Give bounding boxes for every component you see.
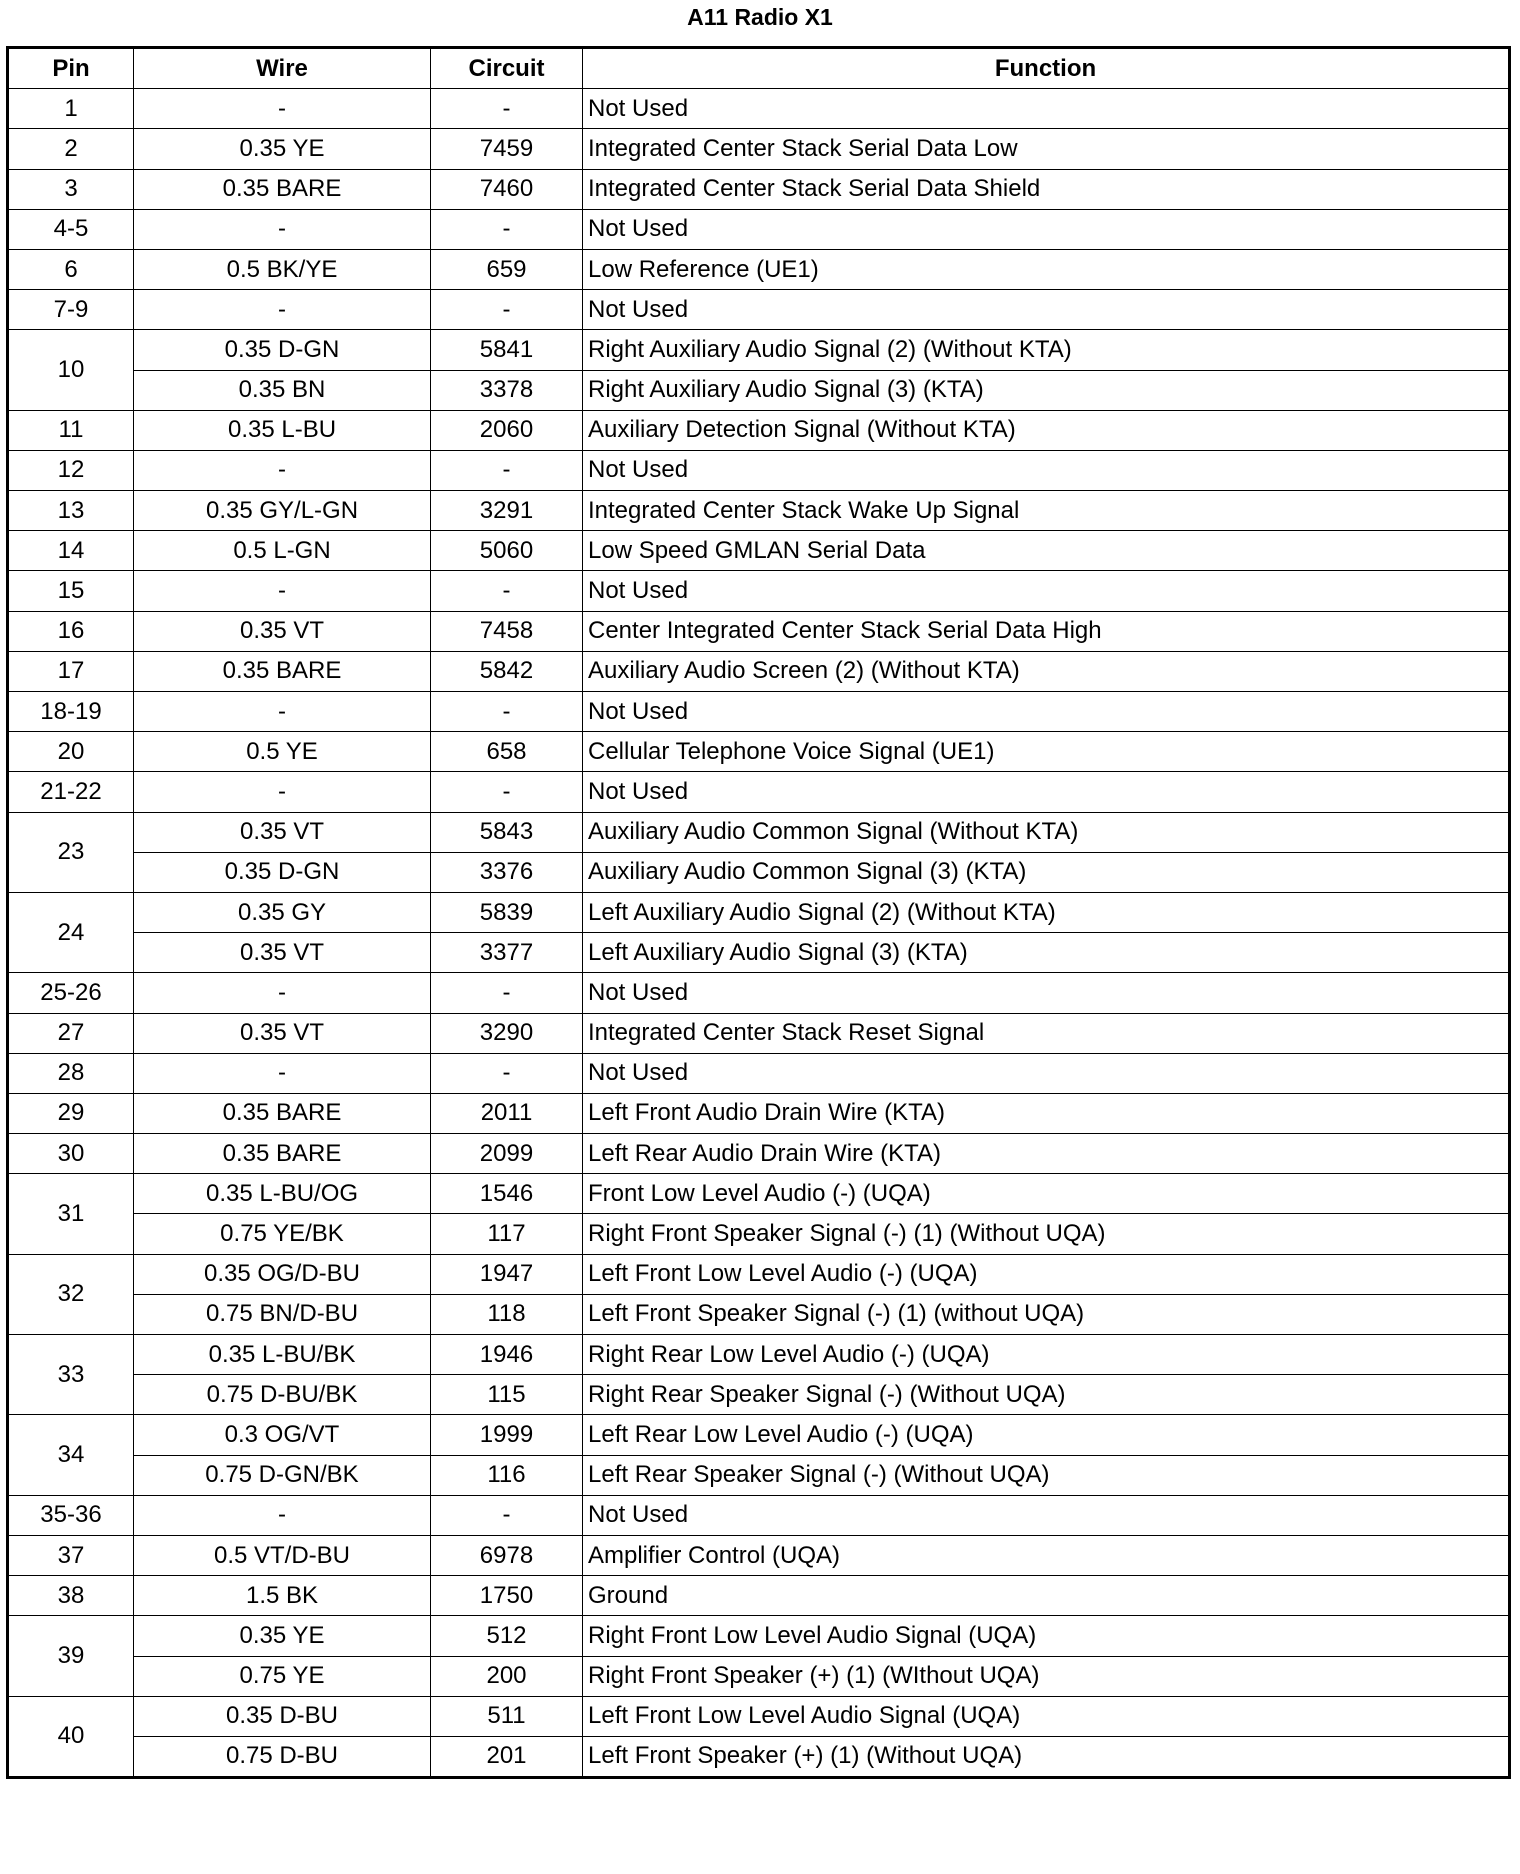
- table-row: [8, 1495, 1510, 1535]
- table-row: [8, 973, 1510, 1013]
- column-header-function: Function: [583, 48, 1510, 89]
- function-cell: Not Used: [583, 973, 1510, 1013]
- wire-cell: 0.75 YE/BK: [134, 1214, 431, 1254]
- function-cell: Right Rear Speaker Signal (-) (Without UQA): [583, 1375, 1510, 1415]
- circuit-cell: 1750: [431, 1576, 583, 1616]
- wire-cell: 0.35 YE: [134, 1616, 431, 1656]
- function-cell: Right Rear Low Level Audio (-) (UQA): [583, 1335, 1510, 1375]
- circuit-cell: 3378: [431, 370, 583, 410]
- circuit-cell: 2011: [431, 1093, 583, 1133]
- function-cell: Left Auxiliary Audio Signal (2) (Without KTA): [583, 892, 1510, 932]
- table-row: [8, 1093, 1510, 1133]
- function-cell: Left Rear Audio Drain Wire (KTA): [583, 1134, 1510, 1174]
- pin-cell: 21-22: [8, 772, 134, 812]
- table-row: [8, 852, 1510, 892]
- circuit-cell: -: [431, 290, 583, 330]
- table-row: [8, 290, 1510, 330]
- circuit-cell: 3376: [431, 852, 583, 892]
- wire-cell: -: [134, 973, 431, 1013]
- table-row: [8, 692, 1510, 732]
- function-cell: Left Rear Low Level Audio (-) (UQA): [583, 1415, 1510, 1455]
- table-row: [8, 812, 1510, 852]
- wire-cell: -: [134, 89, 431, 129]
- wire-cell: 0.35 VT: [134, 1013, 431, 1053]
- table-row: [8, 571, 1510, 611]
- table-row: [8, 1254, 1510, 1294]
- pin-cell: 13: [8, 491, 134, 531]
- wire-cell: 0.75 BN/D-BU: [134, 1294, 431, 1334]
- function-cell: Center Integrated Center Stack Serial Data High: [583, 611, 1510, 651]
- function-cell: Left Front Speaker (+) (1) (Without UQA): [583, 1736, 1510, 1777]
- function-cell: Integrated Center Stack Serial Data Low: [583, 129, 1510, 169]
- table-row: [8, 933, 1510, 973]
- table-row: [8, 1535, 1510, 1575]
- circuit-cell: 6978: [431, 1535, 583, 1575]
- pin-cell: 6: [8, 249, 134, 289]
- function-cell: Left Front Audio Drain Wire (KTA): [583, 1093, 1510, 1133]
- wire-cell: -: [134, 772, 431, 812]
- table-row: [8, 450, 1510, 490]
- circuit-cell: 2060: [431, 410, 583, 450]
- function-cell: Not Used: [583, 209, 1510, 249]
- circuit-cell: -: [431, 1053, 583, 1093]
- function-cell: Not Used: [583, 772, 1510, 812]
- pin-cell: 35-36: [8, 1495, 134, 1535]
- circuit-cell: 3290: [431, 1013, 583, 1053]
- wire-cell: 0.35 BARE: [134, 651, 431, 691]
- table-row: [8, 1375, 1510, 1415]
- table-row: [8, 1576, 1510, 1616]
- wire-cell: 0.35 BARE: [134, 1093, 431, 1133]
- table-row: [8, 1294, 1510, 1334]
- wire-cell: -: [134, 1495, 431, 1535]
- function-cell: Integrated Center Stack Serial Data Shield: [583, 169, 1510, 209]
- wire-cell: 0.35 L-BU: [134, 410, 431, 450]
- circuit-cell: 1999: [431, 1415, 583, 1455]
- table-row: [8, 651, 1510, 691]
- wire-cell: 0.35 L-BU/BK: [134, 1335, 431, 1375]
- wire-cell: 0.3 OG/VT: [134, 1415, 431, 1455]
- circuit-cell: -: [431, 692, 583, 732]
- table-row: [8, 129, 1510, 169]
- function-cell: Amplifier Control (UQA): [583, 1535, 1510, 1575]
- table-row: [8, 772, 1510, 812]
- wire-cell: 0.5 YE: [134, 732, 431, 772]
- pin-cell: 7-9: [8, 290, 134, 330]
- pin-cell: 34: [8, 1415, 134, 1495]
- table-row: [8, 892, 1510, 932]
- function-cell: Left Front Low Level Audio Signal (UQA): [583, 1696, 1510, 1736]
- function-cell: Front Low Level Audio (-) (UQA): [583, 1174, 1510, 1214]
- function-cell: Auxiliary Detection Signal (Without KTA): [583, 410, 1510, 450]
- table-row: [8, 1174, 1510, 1214]
- table-row: [8, 89, 1510, 129]
- pin-cell: 1: [8, 89, 134, 129]
- function-cell: Not Used: [583, 692, 1510, 732]
- function-cell: Left Auxiliary Audio Signal (3) (KTA): [583, 933, 1510, 973]
- header-row: [8, 48, 1510, 89]
- circuit-cell: -: [431, 571, 583, 611]
- circuit-cell: -: [431, 973, 583, 1013]
- wire-cell: 0.75 D-GN/BK: [134, 1455, 431, 1495]
- pin-cell: 25-26: [8, 973, 134, 1013]
- wire-cell: -: [134, 290, 431, 330]
- column-header-wire: Wire: [134, 48, 431, 89]
- table-row: [8, 732, 1510, 772]
- pin-cell: 31: [8, 1174, 134, 1254]
- table-row: [8, 410, 1510, 450]
- table-row: [8, 169, 1510, 209]
- pinout-table-body: [8, 89, 1510, 1778]
- pin-cell: 39: [8, 1616, 134, 1696]
- wire-cell: -: [134, 209, 431, 249]
- function-cell: Low Speed GMLAN Serial Data: [583, 531, 1510, 571]
- circuit-cell: 201: [431, 1736, 583, 1777]
- function-cell: Integrated Center Stack Wake Up Signal: [583, 491, 1510, 531]
- table-row: [8, 1415, 1510, 1455]
- circuit-cell: 5841: [431, 330, 583, 370]
- table-row: [8, 1053, 1510, 1093]
- pin-cell: 16: [8, 611, 134, 651]
- document-title: A11 Radio X1: [687, 4, 833, 30]
- circuit-cell: 115: [431, 1375, 583, 1415]
- table-row: [8, 611, 1510, 651]
- wire-cell: 0.35 YE: [134, 129, 431, 169]
- function-cell: Integrated Center Stack Reset Signal: [583, 1013, 1510, 1053]
- function-cell: Auxiliary Audio Common Signal (3) (KTA): [583, 852, 1510, 892]
- wire-cell: 0.35 D-GN: [134, 330, 431, 370]
- table-row: [8, 491, 1510, 531]
- column-header-circuit: Circuit: [431, 48, 583, 89]
- wire-cell: 0.35 GY: [134, 892, 431, 932]
- pin-cell: 38: [8, 1576, 134, 1616]
- circuit-cell: -: [431, 89, 583, 129]
- pin-cell: 15: [8, 571, 134, 611]
- pin-cell: 30: [8, 1134, 134, 1174]
- circuit-cell: 5842: [431, 651, 583, 691]
- circuit-cell: 3291: [431, 491, 583, 531]
- table-row: [8, 1656, 1510, 1696]
- circuit-cell: 118: [431, 1294, 583, 1334]
- function-cell: Left Front Speaker Signal (-) (1) (without UQA): [583, 1294, 1510, 1334]
- wire-cell: 0.35 D-GN: [134, 852, 431, 892]
- table-row: [8, 209, 1510, 249]
- wire-cell: 0.75 D-BU/BK: [134, 1375, 431, 1415]
- circuit-cell: 7460: [431, 169, 583, 209]
- function-cell: Auxiliary Audio Screen (2) (Without KTA): [583, 651, 1510, 691]
- pin-cell: 32: [8, 1254, 134, 1334]
- circuit-cell: -: [431, 772, 583, 812]
- circuit-cell: 7458: [431, 611, 583, 651]
- circuit-cell: 5839: [431, 892, 583, 932]
- wire-cell: -: [134, 1053, 431, 1093]
- table-row: [8, 1013, 1510, 1053]
- connector-pinout-table: [6, 46, 1511, 1779]
- pin-cell: 12: [8, 450, 134, 490]
- table-row: [8, 1214, 1510, 1254]
- pin-cell: 37: [8, 1535, 134, 1575]
- circuit-cell: 5843: [431, 812, 583, 852]
- table-row: [8, 249, 1510, 289]
- circuit-cell: 512: [431, 1616, 583, 1656]
- pin-cell: 4-5: [8, 209, 134, 249]
- pin-cell: 11: [8, 410, 134, 450]
- function-cell: Left Front Low Level Audio (-) (UQA): [583, 1254, 1510, 1294]
- wire-cell: 0.5 BK/YE: [134, 249, 431, 289]
- wire-cell: 1.5 BK: [134, 1576, 431, 1616]
- pin-cell: 33: [8, 1335, 134, 1415]
- pin-cell: 24: [8, 892, 134, 972]
- circuit-cell: 116: [431, 1455, 583, 1495]
- pin-cell: 28: [8, 1053, 134, 1093]
- table-row: [8, 1455, 1510, 1495]
- circuit-cell: 7459: [431, 129, 583, 169]
- function-cell: Left Rear Speaker Signal (-) (Without UQA): [583, 1455, 1510, 1495]
- function-cell: Not Used: [583, 290, 1510, 330]
- table-row: [8, 531, 1510, 571]
- table-row: [8, 330, 1510, 370]
- wire-cell: 0.35 OG/D-BU: [134, 1254, 431, 1294]
- wire-cell: 0.35 VT: [134, 611, 431, 651]
- table-row: [8, 1335, 1510, 1375]
- table-row: [8, 1696, 1510, 1736]
- wire-cell: 0.35 BN: [134, 370, 431, 410]
- circuit-cell: -: [431, 209, 583, 249]
- function-cell: Right Auxiliary Audio Signal (2) (Without KTA): [583, 330, 1510, 370]
- function-cell: Not Used: [583, 1053, 1510, 1093]
- column-header-pin: Pin: [8, 48, 134, 89]
- pin-cell: 40: [8, 1696, 134, 1777]
- wire-cell: 0.75 YE: [134, 1656, 431, 1696]
- function-cell: Cellular Telephone Voice Signal (UE1): [583, 732, 1510, 772]
- circuit-cell: 117: [431, 1214, 583, 1254]
- circuit-cell: 659: [431, 249, 583, 289]
- wire-cell: 0.35 VT: [134, 933, 431, 973]
- pin-cell: 27: [8, 1013, 134, 1053]
- table-row: [8, 370, 1510, 410]
- function-cell: Not Used: [583, 450, 1510, 490]
- wire-cell: -: [134, 692, 431, 732]
- circuit-cell: 658: [431, 732, 583, 772]
- pin-cell: 10: [8, 330, 134, 410]
- circuit-cell: 200: [431, 1656, 583, 1696]
- table-row: [8, 1736, 1510, 1777]
- wire-cell: 0.75 D-BU: [134, 1736, 431, 1777]
- function-cell: Right Front Low Level Audio Signal (UQA): [583, 1616, 1510, 1656]
- circuit-cell: 1546: [431, 1174, 583, 1214]
- wire-cell: 0.35 GY/L-GN: [134, 491, 431, 531]
- circuit-cell: 1946: [431, 1335, 583, 1375]
- circuit-cell: 5060: [431, 531, 583, 571]
- pin-cell: 29: [8, 1093, 134, 1133]
- wire-cell: 0.35 BARE: [134, 169, 431, 209]
- wire-cell: -: [134, 571, 431, 611]
- circuit-cell: -: [431, 1495, 583, 1535]
- function-cell: Auxiliary Audio Common Signal (Without KTA): [583, 812, 1510, 852]
- function-cell: Not Used: [583, 1495, 1510, 1535]
- circuit-cell: 1947: [431, 1254, 583, 1294]
- wire-cell: 0.35 D-BU: [134, 1696, 431, 1736]
- wire-cell: 0.35 L-BU/OG: [134, 1174, 431, 1214]
- pin-cell: 14: [8, 531, 134, 571]
- pin-cell: 17: [8, 651, 134, 691]
- wire-cell: 0.5 L-GN: [134, 531, 431, 571]
- table-row: [8, 1134, 1510, 1174]
- pin-cell: 18-19: [8, 692, 134, 732]
- function-cell: Not Used: [583, 571, 1510, 611]
- pin-cell: 23: [8, 812, 134, 892]
- wire-cell: -: [134, 450, 431, 490]
- circuit-cell: 2099: [431, 1134, 583, 1174]
- circuit-cell: -: [431, 450, 583, 490]
- function-cell: Low Reference (UE1): [583, 249, 1510, 289]
- function-cell: Right Front Speaker Signal (-) (1) (Without UQA): [583, 1214, 1510, 1254]
- table-row: [8, 1616, 1510, 1656]
- circuit-cell: 511: [431, 1696, 583, 1736]
- function-cell: Right Front Speaker (+) (1) (WIthout UQA): [583, 1656, 1510, 1696]
- pin-cell: 2: [8, 129, 134, 169]
- pin-cell: 20: [8, 732, 134, 772]
- pin-cell: 3: [8, 169, 134, 209]
- wire-cell: 0.5 VT/D-BU: [134, 1535, 431, 1575]
- circuit-cell: 3377: [431, 933, 583, 973]
- wire-cell: 0.35 BARE: [134, 1134, 431, 1174]
- function-cell: Ground: [583, 1576, 1510, 1616]
- wire-cell: 0.35 VT: [134, 812, 431, 852]
- function-cell: Not Used: [583, 89, 1510, 129]
- function-cell: Right Auxiliary Audio Signal (3) (KTA): [583, 370, 1510, 410]
